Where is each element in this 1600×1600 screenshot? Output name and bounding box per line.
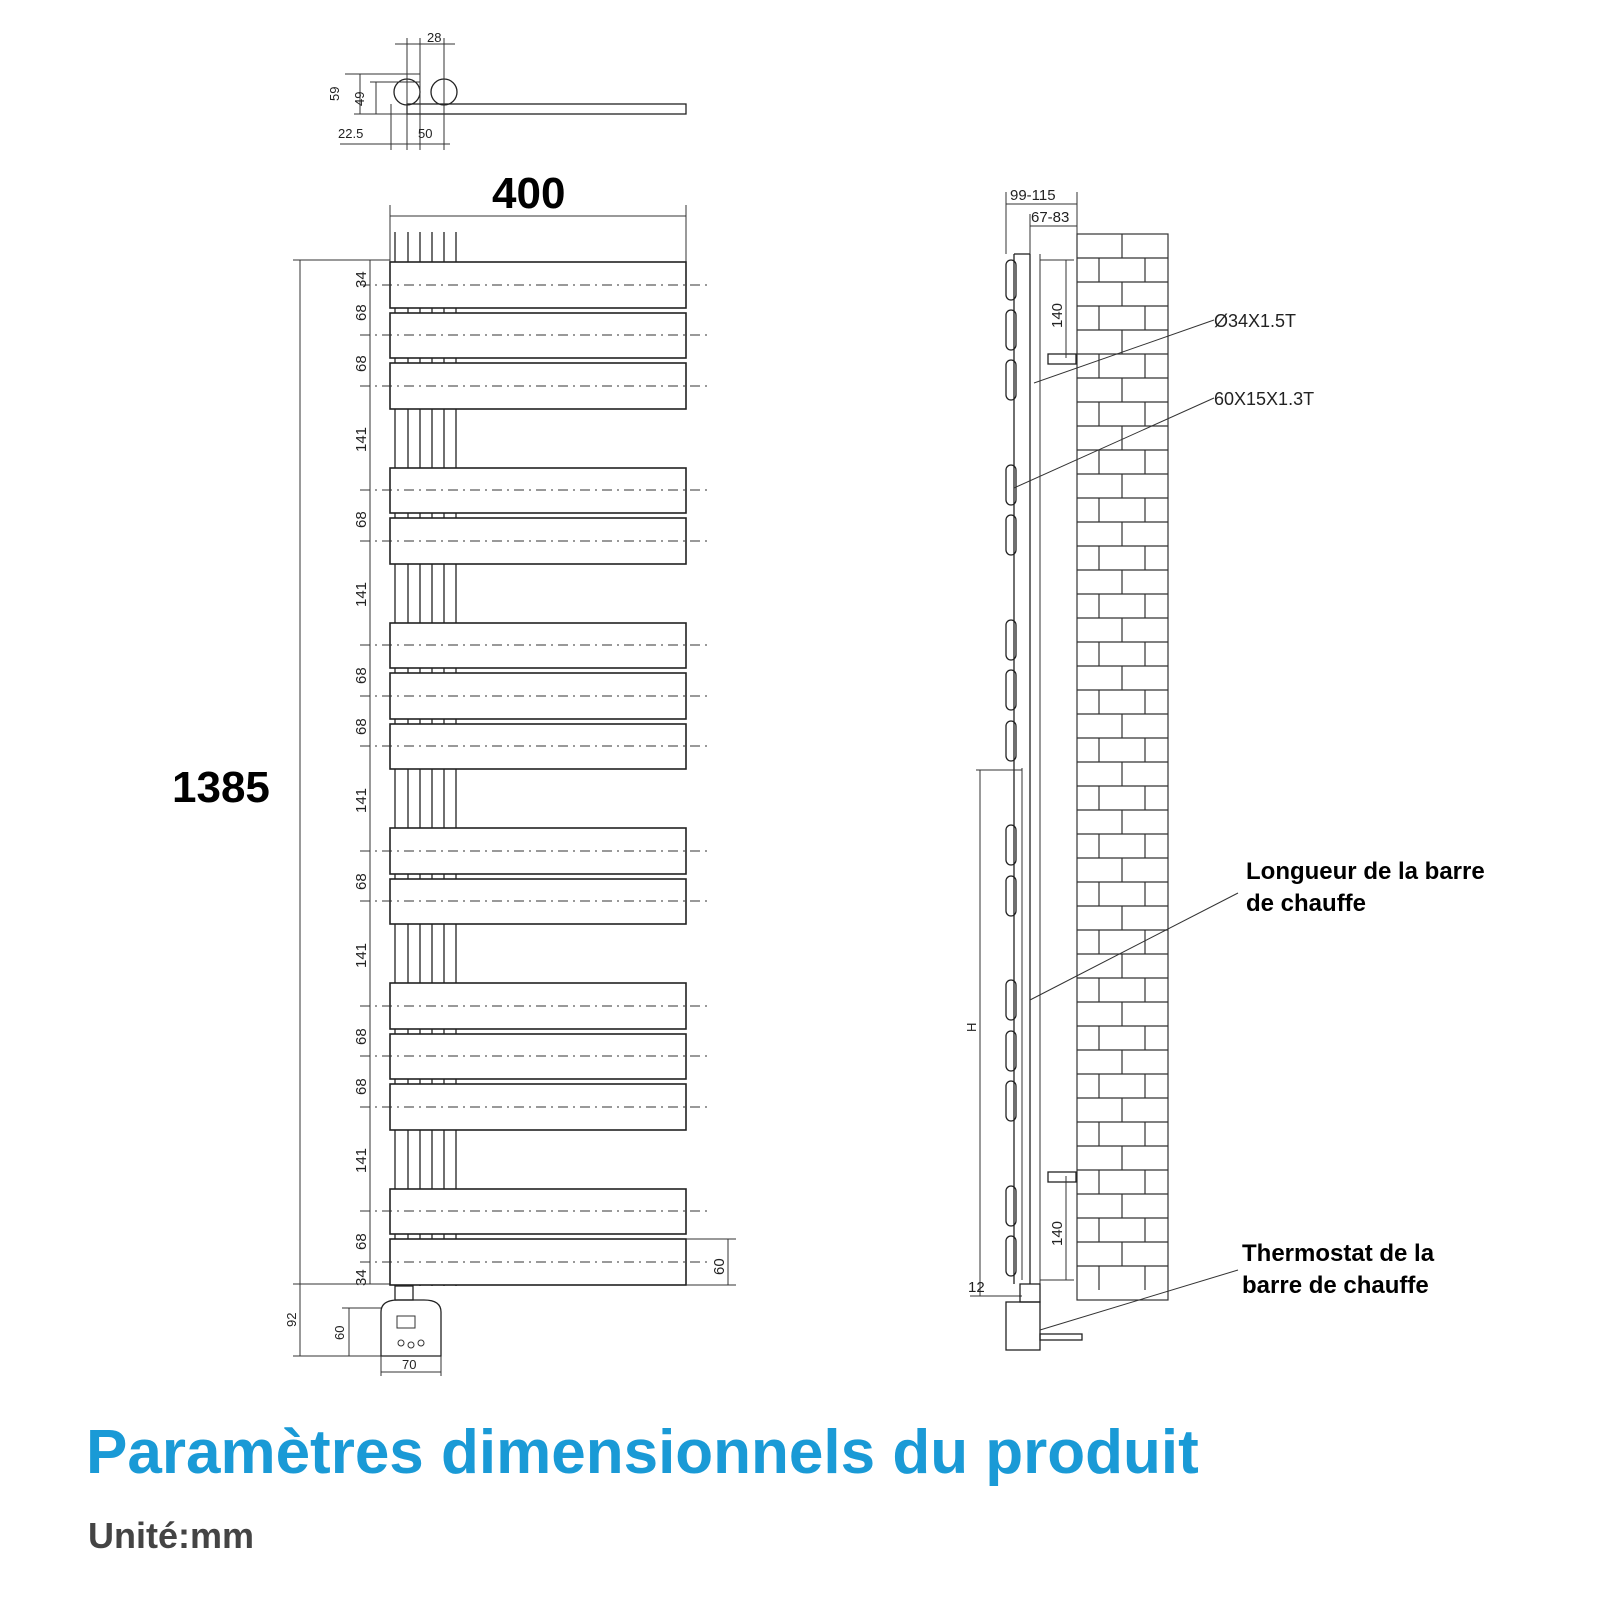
top-dim-22-5: 22.5 <box>338 126 364 141</box>
thermostat-button <box>418 1340 424 1346</box>
tube-spec-label: Ø34X1.5T <box>1214 311 1297 331</box>
towel-bars <box>390 262 686 1285</box>
element-offset-value: 92 <box>284 1312 299 1327</box>
top-dim-50: 50 <box>418 126 433 141</box>
spacing-label: 68 <box>353 355 370 372</box>
spacing-label: 68 <box>353 1078 370 1095</box>
spacing-label: 68 <box>353 667 370 684</box>
thermostat-height-value: 60 <box>332 1325 347 1340</box>
thermostat-side <box>1006 1284 1082 1350</box>
bar-height-value: 60 <box>711 1258 728 1275</box>
spacing-label: 68 <box>353 873 370 890</box>
depth-wall: 67-83 <box>1031 209 1070 226</box>
spacing-label: 68 <box>353 718 370 735</box>
thermostat-display <box>397 1316 415 1328</box>
top-dim-59: 59 <box>327 86 342 101</box>
bracket-top-distance: 140 <box>1049 302 1066 328</box>
wall-bracket-bottom <box>1048 1172 1076 1182</box>
callouts <box>1014 311 1485 1330</box>
side-view <box>964 187 1485 1350</box>
thermostat-width-value: 70 <box>402 1357 417 1372</box>
thermostat-side-cable <box>1040 1334 1082 1340</box>
top-view <box>327 30 686 150</box>
thermostat-side-body <box>1006 1302 1040 1350</box>
spacing-label: 68 <box>353 304 370 321</box>
spacing-label: 141 <box>353 426 370 452</box>
front-view <box>172 169 736 1376</box>
thermostat-button <box>398 1340 404 1346</box>
unit-label: Unité:mm <box>88 1515 255 1556</box>
height-value: 1385 <box>172 763 270 812</box>
depth-total: 99-115 <box>1010 187 1056 204</box>
bar-spec-label: 60X15X1.3T <box>1214 389 1315 409</box>
spacing-label: 68 <box>353 1233 370 1250</box>
spacing-label: 34 <box>353 1269 370 1286</box>
callout-heater-line1: Longueur de la barre <box>1246 858 1485 885</box>
spacing-label: 68 <box>353 511 370 528</box>
page-title: Paramètres dimensionnels du produit <box>86 1418 1199 1487</box>
callout-thermostat-line1: Thermostat de la <box>1242 1240 1435 1267</box>
top-view-bar <box>407 104 686 114</box>
wall-bracket-top <box>1048 354 1076 364</box>
bracket-bottom-distance: 140 <box>1049 1220 1066 1246</box>
spacing-label: 34 <box>353 271 370 288</box>
top-dim-49: 49 <box>352 91 367 106</box>
top-dim-28: 28 <box>427 30 442 45</box>
spacing-labels <box>353 271 370 1286</box>
heater-length-symbol: H <box>964 1022 979 1032</box>
width-value: 400 <box>492 169 566 218</box>
callout-thermostat-line2: barre de chauffe <box>1242 1272 1429 1299</box>
bottom-gap: 12 <box>968 1279 985 1296</box>
callout-heater-line2: de chauffe <box>1246 890 1367 917</box>
thermostat-button <box>408 1342 414 1348</box>
spacing-label: 141 <box>353 942 370 968</box>
spacing-label: 68 <box>353 1028 370 1045</box>
spacing-label: 141 <box>353 1147 370 1173</box>
spacing-label: 141 <box>353 581 370 607</box>
brick-wall <box>1077 234 1168 1300</box>
thermostat-front <box>381 1286 441 1356</box>
spacing-label: 141 <box>353 787 370 813</box>
